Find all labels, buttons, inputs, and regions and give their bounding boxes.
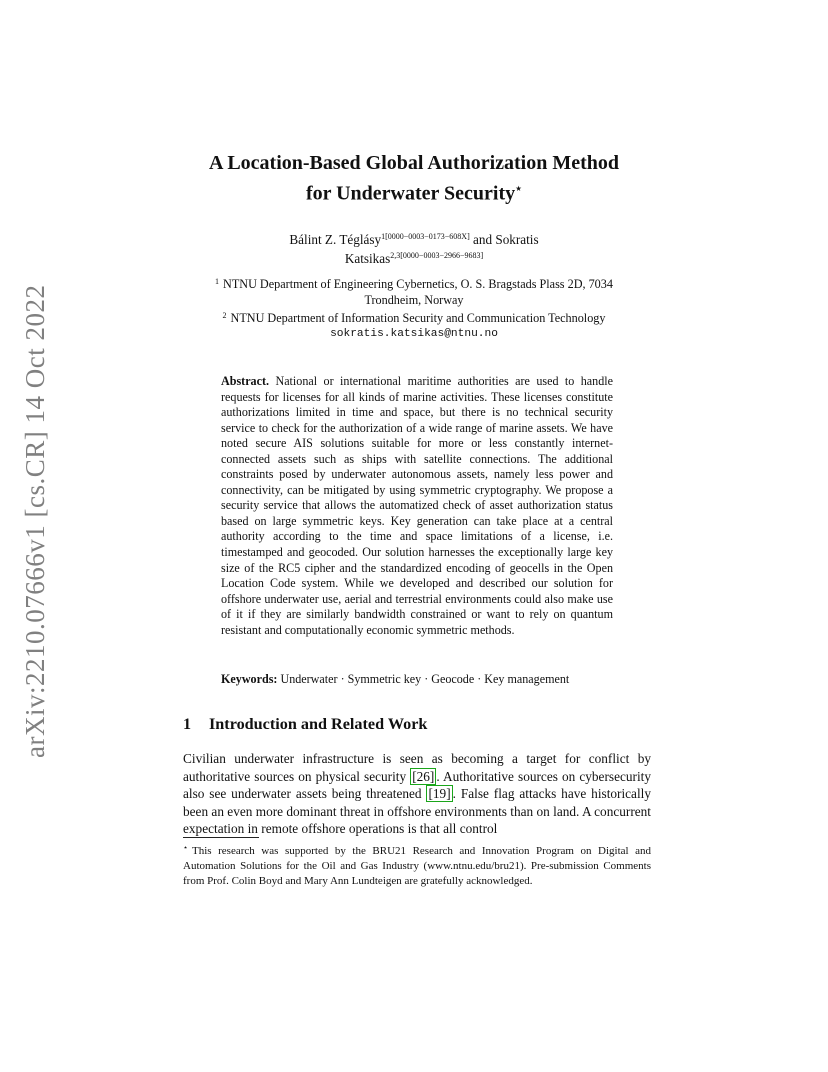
author-2-orcid: 2,3[0000−0003−2966−9683] <box>390 251 484 260</box>
author-2-name: Katsikas <box>344 251 391 266</box>
citation-link-26[interactable]: [26] <box>412 768 435 784</box>
affiliation-1: $^1$ NTNU Department of Engineering Cybernetics, O. S. Bragstads Plass 2D, 7034 <box>215 277 613 291</box>
affiliation-1-city: Trondheim, Norway <box>364 292 464 307</box>
section-number: 1 <box>183 715 192 733</box>
author-list <box>0 229 828 267</box>
footnote <box>183 840 651 889</box>
title-footnote-star: ⋆ <box>515 183 523 195</box>
abstract-label: Abstract. <box>221 374 270 388</box>
footnote-star: ⋆ <box>183 843 189 852</box>
author-1-orcid: 1[0000−0003−0173−608X] <box>381 232 470 241</box>
citation-link-19[interactable]: [19] <box>428 786 451 801</box>
contact-email[interactable]: sokratis.katsikas@ntnu.no <box>330 327 498 340</box>
section-title: Introduction and Related Work <box>209 715 428 733</box>
paper-title <box>0 150 828 207</box>
footnote-divider <box>183 837 259 838</box>
abstract-text: National or international maritime authorities are used to handle requests for licenses for all kinds of marine activities. These licenses constitute authorizations limited in time and space, but there is no technical security service to check for the authorization of a wide range of marine assets. We have noted secure AIS solutions suitable for more or less constantly internet-connected assets such as ships with satellite connections. The additional constraints posed by underwater autonomous assets, namely less power and connectivity, can be mitigated by using symmetric cryptography. We propose a security service that allows the automatized check of asset authorization status based on large symmetric keys. Key generation can take place at a central authority according to the time and space limitations of a license, i.e. timestamped and geocoded. Our solution harnesses the exceptionally large key size of the RC5 cipher and the standardized encoding of geocells in the Open Location Code system. While we developed and described our solution for offshore underwater use, aerial and terrestrial environments could also make use of it if they are similarly bandwidth constrained or want to rely on quantum resistant and computationally economic symmetric methods. <box>221 374 613 637</box>
author-line-1: Bálint Z. Téglásy$^{1[0000-0003-0173-608X]}$ and Sokratis <box>289 232 539 247</box>
title-line-1: A Location-Based Global Authorization Method <box>208 152 620 174</box>
section-heading <box>183 714 427 734</box>
affiliation-2: $^2$ NTNU Department of Information Security and Communication Technology <box>222 311 606 325</box>
keywords <box>221 672 621 688</box>
keywords-label: Keywords: <box>221 672 278 686</box>
abstract <box>221 374 613 638</box>
footnote-text: This research was supported by the BRU21 Research and Innovation Program on Digital and Automation Solutions for the Oil and Gas Industry (www.ntnu.edu/bru21). Pre-submission Comments from Prof. Colin Boyd and Mary Ann Lundteigen are gratefully acknowledged. <box>183 845 651 887</box>
author-1-name: Bálint Z. Téglásy <box>289 232 382 247</box>
affiliations <box>0 274 828 342</box>
keywords-text: Underwater · Symmetric key · Geocode · Key management <box>277 672 570 686</box>
author-line-2 <box>0 248 828 267</box>
body-paragraph: Civilian underwater infrastructure is seen as becoming a target for conflict by authoritative sources on physical security [26] . Authoritative sources on cybersecurity also see underwater assets being threatened [19] . False flag attacks have historically been an even more dominant threat in offshore environments than on land. A concurrent expectation in remote offshore operations is that all control <box>183 751 651 836</box>
arxiv-identifier-stamp: arXiv:2210.07666v1 [cs.CR] 14 Oct 2022 <box>20 284 50 758</box>
title-line-2: for Underwater Security⋆ <box>305 182 523 205</box>
